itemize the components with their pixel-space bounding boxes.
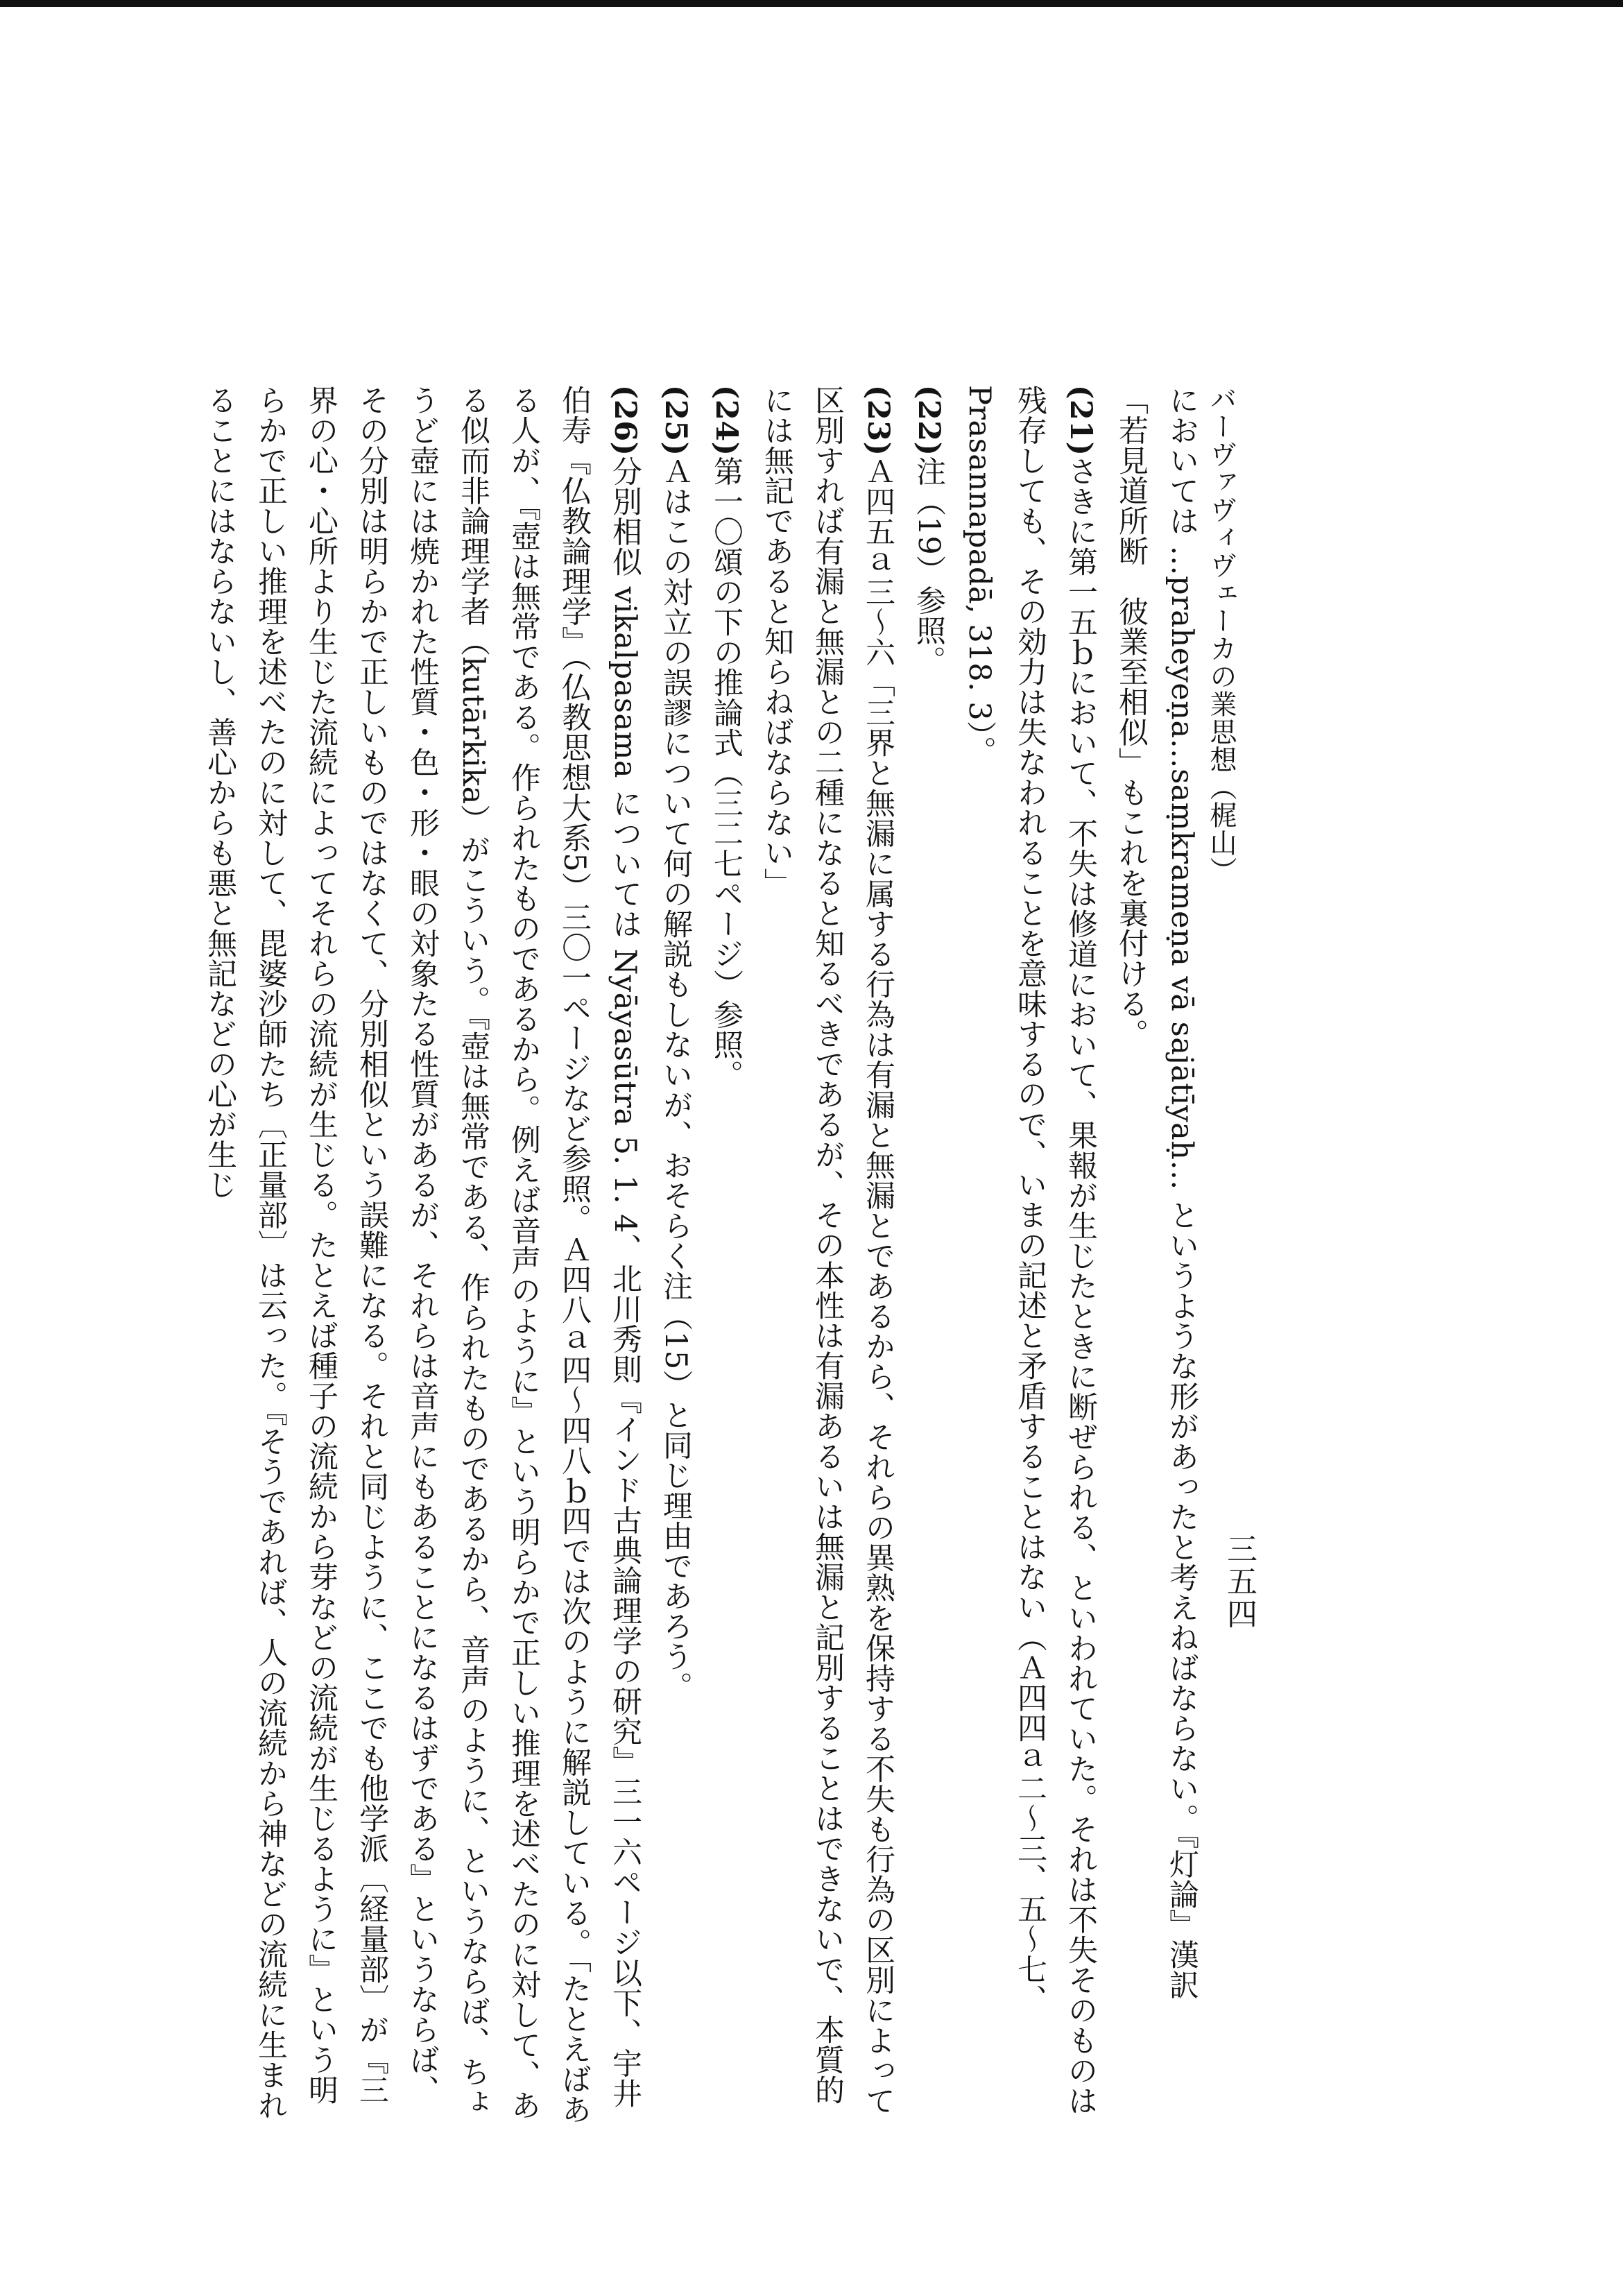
note-text: 分別相似 vikalpasama については Nyāyasūtra 5. 1. 4、北川秀則『インド古典論理学の研究』三一六ページ以下、宇井伯寿『仏教論理学』（仏教思想大系5）三〇一ページなど参照。Ａ四八ａ四〜四八ｂ四では次のように解説している。「たとえばある人が、『壺は無常である。作られたものであるから。例えば音声のように』という明らかで正しい推理を述べたのに対して、ある似而非論理学者（kutārkika）がこういう。『壺は無常である、作られたものであるから、音声のように、というならば、ちょうど壺には焼かれた性質・色・形・眼の対象たる性質があるが、それらは音声にもあることになるはずである』というならば、その分別は明らかで正しいものではなくて、分別相似という誤難になる。それと同じように、ここでも他学派〔経量部〕が『三界の心・心所より生じた流続によってそれらの流続が生じる。たとえば種子の流続から芽などの流続が生じるように』という明らかで正しい推理を述べたのに対して、毘婆沙師たち〔正量部〕は云った。『そうであれば、人の流続から神などの流続に生まれることにはならないし、善心からも悪と無記などの心が生じ bbox=[203, 385, 642, 2125]
note-25 bbox=[650, 385, 701, 2133]
note-21 bbox=[954, 385, 1106, 2133]
note-marker: (21) bbox=[1063, 385, 1098, 456]
note-marker: (23) bbox=[861, 385, 895, 456]
note-marker: (22) bbox=[911, 385, 946, 456]
note-text: さきに第一五ｂにおいて、不失は修道において、果報が生じたときに断ぜられる、といわれていた。それは不失そのものは残存しても、その効力は失なわれることを意味するので、いまの記述と矛盾することはない（Ａ四四ａ二〜三、五〜七、Prasannapadā, 318. 3）。 bbox=[962, 385, 1098, 2116]
note-text: 注（19）参照。 bbox=[911, 456, 946, 676]
note-marker: (25) bbox=[658, 385, 693, 456]
page-number: 三五四 bbox=[1221, 1533, 1257, 1631]
note-24 bbox=[701, 385, 751, 2133]
continuation-paragraph-1 bbox=[1156, 385, 1207, 2133]
continuation-paragraph-2 bbox=[1106, 385, 1156, 2133]
note-23 bbox=[751, 385, 903, 2133]
note-text: 第一〇頌の下の推論式（三二七ページ）参照。 bbox=[709, 456, 744, 1090]
paragraph-text: においては …praheyeṇa…saṃkrameṇa vā sajātīyaḥ… というような形があったと考えねばならない。『灯論』漢訳 bbox=[1165, 385, 1199, 2001]
top-border-rule bbox=[0, 0, 1623, 7]
note-text: Ａ四五ａ三〜六「三界と無漏に属する行為は有漏と無漏とであるから、それらの異熟を保持する不失も行為の区別によって区別すれば有漏と無漏との二種になると知るべきであるが、その本性は有漏あるいは無漏と記別することはできないで、本質的には無記であると知らねばならない」 bbox=[759, 385, 895, 2116]
note-22 bbox=[903, 385, 954, 2133]
page-body bbox=[97, 385, 1207, 2133]
note-text: Ａはこの対立の誤謬について何の解説もしないが、おそらく注（15）と同じ理由であろう。 bbox=[658, 456, 693, 1702]
note-26 bbox=[194, 385, 650, 2133]
running-head: バーヴァヴィヴェーカの業思想（梶山） bbox=[1205, 385, 1237, 884]
paragraph-text: 「若見道所断 彼業至相似」もこれを裏付ける。 bbox=[1114, 385, 1149, 1049]
note-marker: (26) bbox=[608, 385, 642, 456]
note-marker: (24) bbox=[709, 385, 744, 456]
